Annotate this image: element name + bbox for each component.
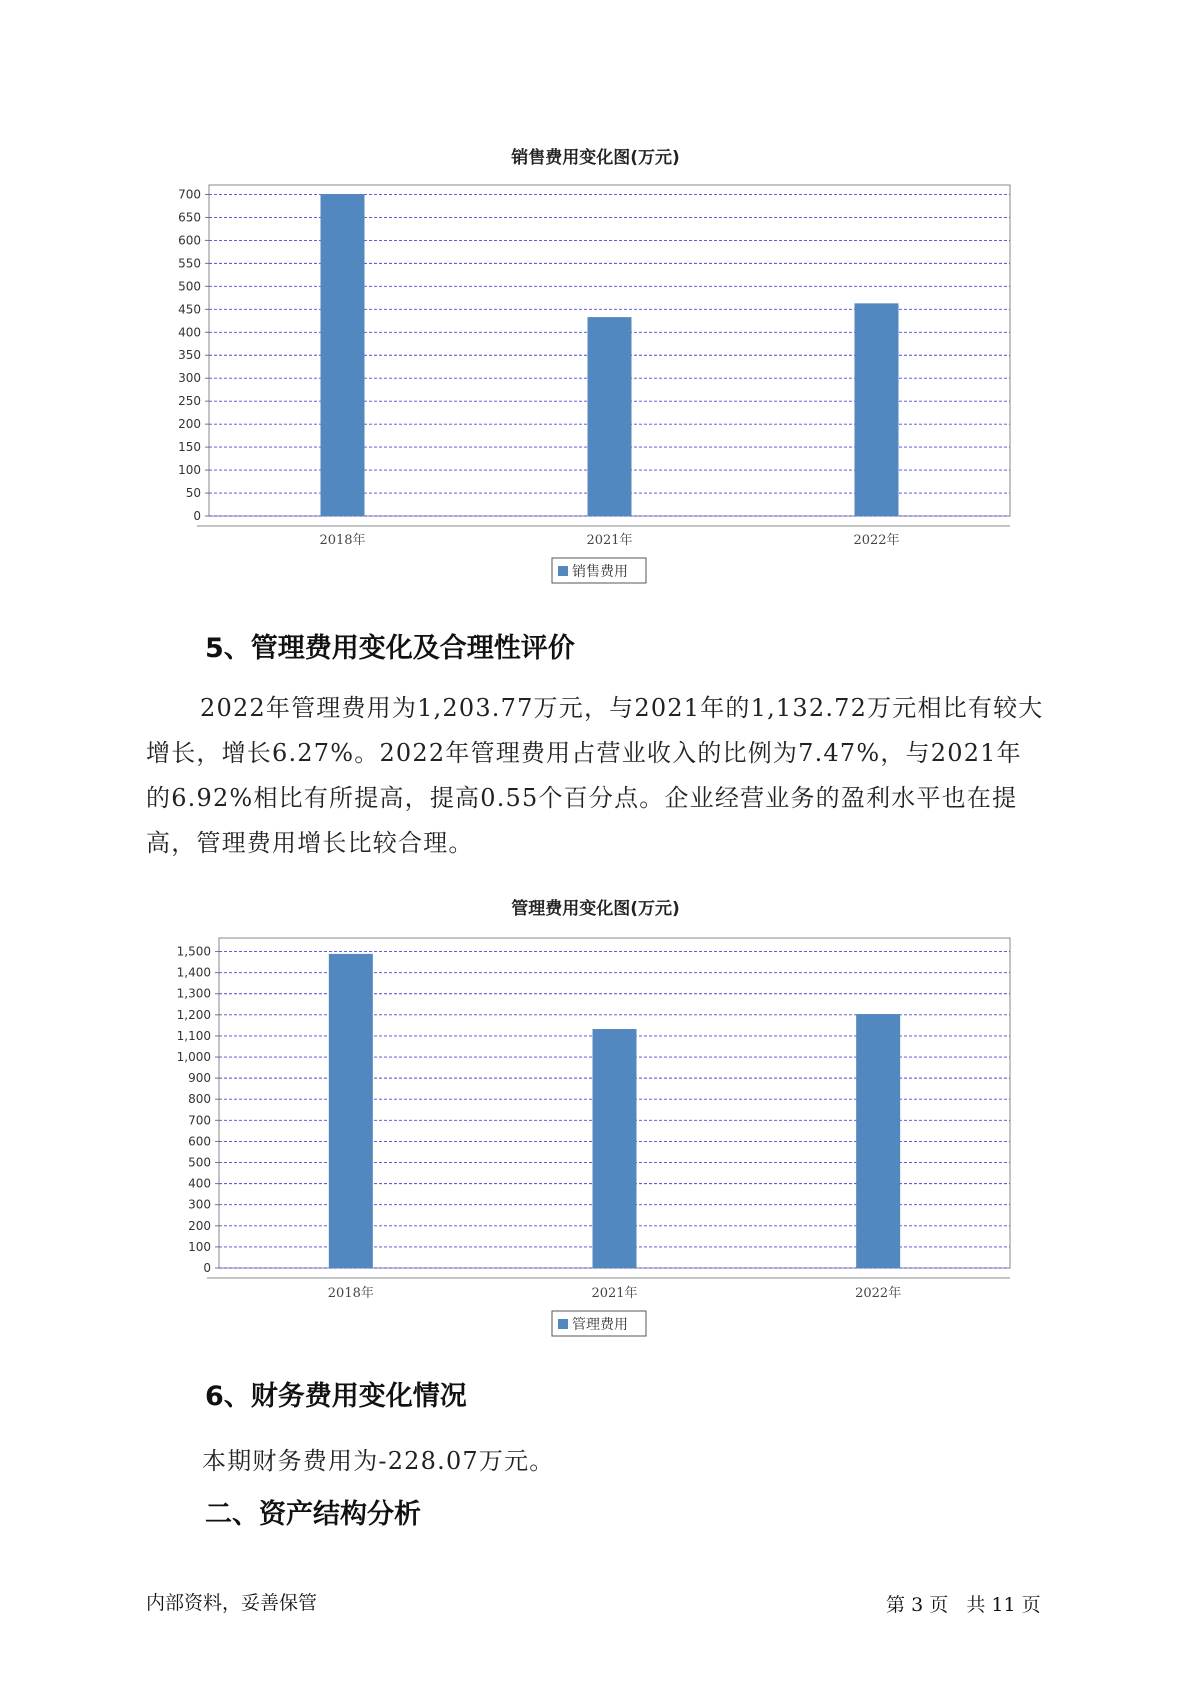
section6-heading: 6、财务费用变化情况 — [205, 1381, 467, 1412]
y-tick-label: 600 — [178, 233, 201, 248]
y-tick-label: 650 — [178, 210, 201, 225]
bar-2022年 — [856, 1014, 900, 1268]
y-tick-label: 550 — [178, 256, 201, 271]
x-tick-label: 2021年 — [591, 1286, 638, 1301]
y-tick-label: 1,400 — [176, 965, 211, 980]
y-tick-label: 150 — [178, 440, 201, 455]
legend-label: 管理费用 — [572, 1317, 628, 1333]
y-tick-label: 100 — [178, 463, 201, 478]
y-tick-label: 700 — [178, 187, 201, 202]
bar-2021年 — [593, 1029, 637, 1268]
y-tick-label: 0 — [193, 509, 201, 523]
y-tick-label: 350 — [178, 348, 201, 363]
y-tick-label: 1,100 — [176, 1028, 211, 1043]
page-number: 3 — [911, 1594, 924, 1616]
y-tick-label: 100 — [188, 1239, 211, 1254]
section5-heading: 5、管理费用变化及合理性评价 — [205, 633, 575, 664]
y-tick-label: 300 — [178, 371, 201, 386]
bar-2018年 — [329, 954, 373, 1268]
y-tick-label: 50 — [185, 486, 201, 501]
y-tick-label: 1,200 — [176, 1007, 211, 1022]
footer-page-indicator — [886, 1590, 1041, 1617]
y-tick-label: 200 — [188, 1218, 211, 1233]
y-tick-label: 900 — [188, 1071, 211, 1086]
y-tick-label: 1,500 — [176, 944, 211, 959]
y-tick-label: 400 — [188, 1176, 211, 1191]
y-tick-label: 500 — [188, 1155, 211, 1170]
section6-paragraph: 本期财务费用为-228.07万元。 — [202, 1447, 555, 1475]
section5-paragraph: 2022年管理费用为1,203.77万元，与2021年的1,132.72万元相比有较大增长，增长6.27%。2022年管理费用占营业收入的比例为7.47%，与2021年的6.92%相比有所提高，提高0.55个百分点。企业经营业务的盈利水平也在提高，管理费用增长比较合理。 — [146, 694, 1044, 857]
y-tick-label: 600 — [188, 1134, 211, 1149]
legend-swatch — [558, 1319, 568, 1329]
y-tick-label: 200 — [178, 417, 201, 432]
y-tick-label: 400 — [178, 325, 201, 340]
x-tick-label: 2018年 — [327, 1286, 374, 1301]
legend-label: 销售费用 — [572, 564, 628, 580]
y-tick-label: 700 — [188, 1113, 211, 1128]
y-tick-label: 500 — [178, 279, 201, 294]
page-prefix: 第 — [886, 1594, 906, 1616]
y-tick-label: 1,300 — [176, 986, 211, 1001]
y-tick-label: 800 — [188, 1092, 211, 1107]
page-unit: 页 — [929, 1594, 949, 1616]
y-tick-label: 250 — [178, 394, 201, 409]
y-tick-label: 450 — [178, 302, 201, 317]
section-ii-heading: 二、资产结构分析 — [205, 1499, 421, 1530]
y-tick-label: 1,000 — [176, 1050, 211, 1065]
total-prefix: 共 — [966, 1594, 986, 1616]
chart-title-admin-expense: 管理费用变化图(万元) — [511, 899, 680, 919]
x-tick-label: 2022年 — [855, 1286, 902, 1301]
total-unit: 页 — [1021, 1594, 1041, 1616]
x-tick-label: 2018年 — [319, 533, 366, 548]
x-tick-label: 2022年 — [853, 533, 900, 548]
total-pages: 11 — [991, 1594, 1016, 1616]
y-tick-label: 300 — [188, 1197, 211, 1212]
chart-title-sales-expense: 销售费用变化图(万元) — [511, 148, 680, 168]
x-tick-label: 2021年 — [586, 533, 633, 548]
footer-confidential-note: 内部资料，妥善保管 — [146, 1592, 318, 1614]
y-tick-label: 0 — [203, 1261, 211, 1275]
